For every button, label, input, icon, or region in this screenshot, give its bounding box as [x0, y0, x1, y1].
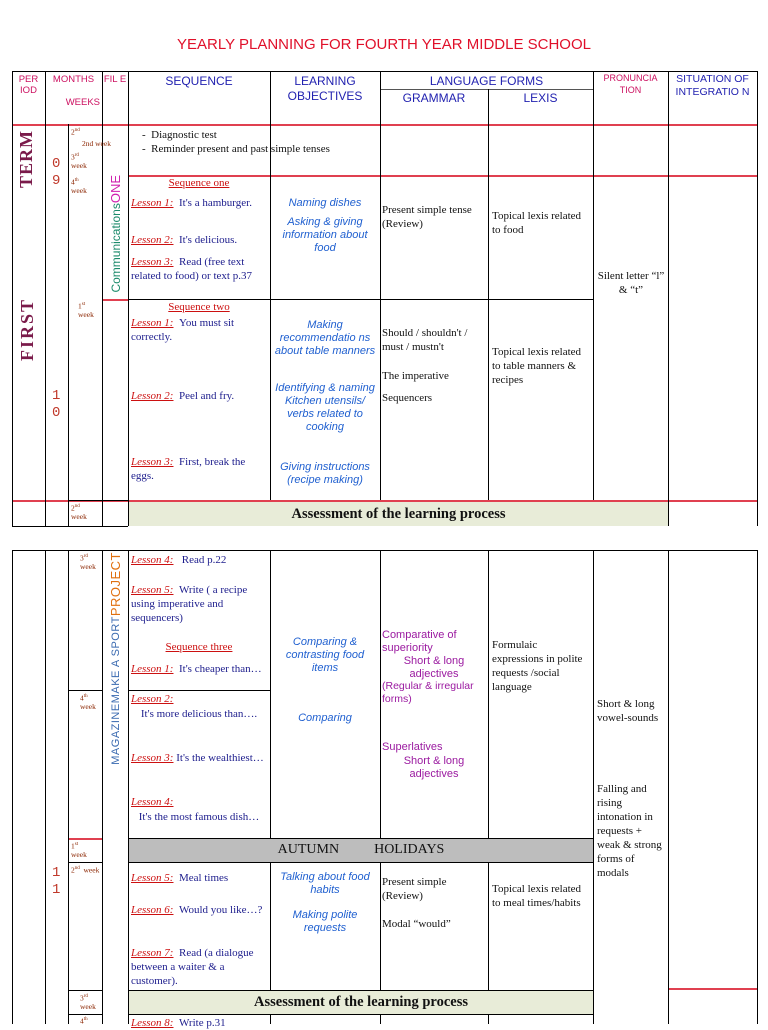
- header-pronunciation: PRONUNCIA TION: [603, 73, 658, 95]
- assessment-row: Assessment of the learning process: [129, 991, 593, 1014]
- lesson-item: Lesson 2: Peel and fry.: [131, 390, 235, 402]
- week-label: 3rd week: [80, 993, 96, 1011]
- objective-item: Talking about food habits: [280, 871, 370, 896]
- document-title: YEARLY PLANNING FOR FOURTH YEAR MIDDLE SCHOOL: [177, 36, 591, 53]
- grammar-item: Short & long adjectives: [403, 755, 465, 780]
- lesson-item: Lesson 2:: [131, 693, 174, 705]
- diagnostic-test: - Diagnostic test: [142, 129, 217, 141]
- grammar-item: Present simple (Review): [382, 876, 447, 902]
- header-sequence: SEQUENCE: [165, 74, 233, 88]
- lesson-item: Lesson 7: Read (a dialogue between a waiter & a customer).: [131, 947, 254, 987]
- lesson-text: It's the most famous dish…: [138, 811, 260, 823]
- file-label-project: MAGAZINEMAKE A SPORTPROJECT: [108, 552, 123, 765]
- header-weeks: WEEKS: [65, 97, 100, 108]
- objective-item: Comparing: [298, 712, 352, 724]
- grammar-item: The imperative: [382, 370, 449, 382]
- grammar-item: Should / shouldn't / must / mustn't: [382, 327, 468, 353]
- grammar-item: Short & long adjectives: [403, 655, 465, 680]
- lexis-item: Topical lexis related to food: [492, 210, 582, 236]
- week-label: 1st week: [71, 841, 87, 859]
- lexis-item: Formulaic expressions in polite requests /social language: [492, 639, 583, 693]
- week-label: 2nd week: [82, 139, 111, 148]
- header-months: MONTHS: [52, 74, 95, 85]
- grammar-item: (Regular & irregular forms): [382, 680, 474, 705]
- lesson-item: Lesson 4: Read p.22: [131, 554, 227, 566]
- term-label-first: FIRST: [17, 298, 37, 362]
- grammar-item: Sequencers: [382, 392, 433, 404]
- week-label: 4th week: [80, 693, 96, 711]
- lesson-text: It's more delicious than….: [140, 708, 258, 720]
- header-lexis: LEXIS: [523, 91, 558, 105]
- lexis-item: Topical lexis related to meal times/habits: [492, 883, 582, 909]
- header-objectives: LEARNING OBJECTIVES: [287, 74, 363, 103]
- lesson-item: Lesson 5: Write ( a recipe using imperative and sequencers): [131, 584, 248, 624]
- week-label: 4th: [80, 1016, 88, 1026]
- week-label: 3rd week: [80, 553, 96, 571]
- week-label: 4th week: [71, 177, 87, 195]
- grammar-item: Modal “would”: [382, 918, 451, 930]
- lesson-item: Lesson 2: It's delicious.: [131, 234, 238, 246]
- objective-item: Asking & giving information about food: [282, 216, 368, 254]
- file-label-communications: CommunicationsONE: [108, 175, 123, 293]
- pronunciation-item: Short & long vowel-sounds: [597, 698, 659, 724]
- week-label: 2nd week: [71, 503, 87, 521]
- objective-item: Giving instructions (recipe making): [280, 461, 370, 486]
- lesson-item: Lesson 5: Meal times: [131, 872, 229, 884]
- grammar-item: Superlatives: [382, 741, 443, 753]
- month-09: 0 9: [52, 156, 61, 189]
- objective-item: Comparing & contrasting food items: [285, 636, 365, 674]
- grammar-item: Comparative of superiority: [382, 629, 457, 654]
- lesson-item: Lesson 4:: [131, 796, 174, 808]
- sequence-three-title: Sequence three: [165, 641, 233, 653]
- objective-item: Making polite requests: [292, 909, 358, 934]
- lesson-item: Lesson 3: It's the wealthiest…: [131, 752, 264, 764]
- grammar-item: Present simple tense (Review): [382, 204, 472, 230]
- sequence-one-title: Sequence one: [168, 177, 230, 189]
- objective-item: Naming dishes: [288, 197, 362, 209]
- header-period: PER IOD: [18, 74, 39, 96]
- lesson-item: Lesson 6: Would you like…?: [131, 904, 263, 916]
- week-label: 1st week: [78, 301, 94, 319]
- lexis-item: Topical lexis related to table manners & recipes: [492, 346, 582, 386]
- lesson-item: Lesson 3: First, break the eggs.: [131, 456, 246, 482]
- assessment-row: Assessment of the learning process: [129, 502, 668, 526]
- lesson-item: Lesson 1: You must sit correctly.: [131, 317, 235, 343]
- header-situation: SITUATION OF INTEGRATIO N: [675, 73, 750, 98]
- month-11: 1 1: [52, 865, 61, 898]
- objective-item: Making recommendatio ns about table manners: [274, 319, 376, 357]
- lesson-item: Lesson 3: Read (free text related to food) or text p.37: [131, 256, 252, 282]
- week-label: 3rd week: [71, 152, 87, 170]
- lesson-item: Lesson 8: Write p.31: [131, 1017, 226, 1029]
- objective-item: Identifying & naming Kitchen utensils/ verbs related to cooking: [275, 382, 375, 433]
- autumn-holidays-row: AUTUMN HOLIDAYS: [129, 839, 593, 862]
- header-grammar: GRAMMAR: [402, 91, 466, 105]
- term-label-term: TERM: [16, 130, 36, 188]
- header-language-forms: LANGUAGE FORMS: [429, 74, 544, 88]
- header-file: FIL E: [103, 74, 127, 85]
- pronunciation-item: Falling and rising intonation in requests + weak & strong forms of modals: [597, 783, 662, 879]
- pronunciation-item: Silent letter “l” & “t”: [597, 270, 665, 296]
- sequence-two-title: Sequence two: [168, 301, 230, 313]
- month-10: 1 0: [52, 388, 61, 421]
- week-label: 2nd: [71, 127, 80, 137]
- lesson-item: Lesson 1: It's cheaper than…: [131, 663, 262, 675]
- lesson-item: Lesson 1: It's a hamburger.: [131, 197, 252, 209]
- week-label: 2nd week: [71, 865, 100, 875]
- reminder-tenses: - Reminder present and past simple tenses: [142, 143, 330, 155]
